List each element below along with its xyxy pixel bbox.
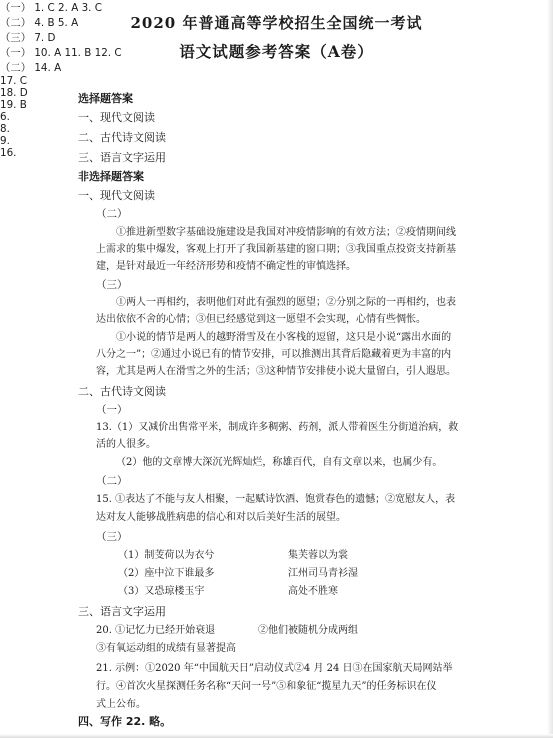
choice-q1-answers-c: （三） 7. D <box>0 32 56 44</box>
section2-part3-label: （三） <box>96 531 128 543</box>
answer-9-number: 9. <box>0 135 10 147</box>
choice-q3-answer-17: 17. C <box>0 75 27 87</box>
section1-part3-label: （三） <box>96 279 128 291</box>
answer-key-title: 语文试题参考答案（A卷） <box>179 42 374 61</box>
section2-label: 二、古代诗文阅读 <box>78 385 166 398</box>
choice-q3-label: 三、语言文字运用 <box>78 151 166 164</box>
answer-8-line1: ①两人一再相约，表明他们对此有强烈的愿望；②分别之际的一再相约，也表 <box>116 297 456 308</box>
section1-label: 一、现代文阅读 <box>78 189 155 202</box>
answer-20-line2: ③有氧运动组的成绩有显著提高 <box>96 643 236 654</box>
choice-heading: 选择题答案 <box>78 92 133 105</box>
section2-part2-label: （二） <box>96 475 128 487</box>
answer-21-line1: 21. 示例：①2020 年“中国航天日”启动仪式②4 月 24 日③在国家航天局网站举 <box>96 663 453 674</box>
answer-16-number: 16. <box>0 147 17 159</box>
answer-13-line2: 活的人很多。 <box>96 439 156 450</box>
answer-16-1-first: （1）制芰荷以为衣兮 <box>118 550 215 561</box>
exam-title: 2020 年普通高等学校招生全国统一考试 <box>130 14 423 32</box>
section3-label: 三、语言文字运用 <box>78 605 166 618</box>
nonchoice-heading: 非选择题答案 <box>78 170 144 183</box>
answer-20-line1-a: 20. ①记忆力已经开始衰退 <box>96 625 216 636</box>
answer-16-1-second: 集芙蓉以为裳 <box>288 550 348 561</box>
answer-6-line1: ①推进新型数字基础设施建设是我国对冲疫情影响的有效方法；②疫情期间线 <box>116 227 456 238</box>
answer-15-line2: 达对友人能够战胜病患的信心和对以后美好生活的展望。 <box>96 512 346 523</box>
answer-21-line3: 式上公布。 <box>96 699 146 710</box>
answer-9-line1: ①小说的情节是两人的越野滑雪及在小客栈的逗留，这只是小说“露出水面的 <box>116 332 452 343</box>
choice-q1-answers-b: （二） 4. B 5. A <box>0 17 79 29</box>
answer-6-line2: 上需求的集中爆发，客观上打开了我国新基建的窗口期；③我国重点投资支持新基 <box>96 244 456 255</box>
choice-q2-answers-a: （一） 10. A 11. B 12. C <box>0 47 122 59</box>
section2-part1-label: （一） <box>96 404 128 416</box>
scan-bottom-edge <box>0 734 553 738</box>
answer-8-line2: 达出依依不舍的心情；③但已经感觉到这一愿望不会实现，心情有些惆怅。 <box>96 314 426 325</box>
section4-writing: 四、写作 22. 略。 <box>78 715 172 728</box>
answer-13-line3: （2）他的文章博大深沉光辉灿烂，称雄百代，自有文章以来，也属少有。 <box>116 457 443 468</box>
answer-15-line1: 15. ①表达了不能与友人相聚，一起赋诗饮酒、饱赏春色的遗憾；②宽慰友人，表 <box>96 494 456 505</box>
choice-q1-label: 一、现代文阅读 <box>78 111 155 124</box>
answer-13-line1: 13.（1）又减价出售常平米，制成许多稠粥、药剂，派人带着医生分街道治病，救 <box>96 422 459 433</box>
answer-20-line1-b: ②他们被随机分成两组 <box>258 625 358 636</box>
answer-16-3-second: 高处不胜寒 <box>288 586 338 597</box>
answer-9-line2: 八分之一”；②通过小说已有的情节安排，可以推测出其背后隐藏着更为丰富的内 <box>96 349 452 360</box>
choice-q3-answer-18: 18. D <box>0 87 28 99</box>
choice-q2-label: 二、古代诗文阅读 <box>78 131 166 144</box>
answer-21-line2: 行。④首次火星探测任务名称“天问一号”⑤和象征“揽星九天”的任务标识在仪 <box>96 681 437 692</box>
answer-8-number: 8. <box>0 123 10 135</box>
answer-6-number: 6. <box>0 111 10 123</box>
choice-q2-answers-b: （二） 14. A <box>0 62 62 74</box>
answer-6-line3: 建，是针对最近一年经济形势和疫情不确定性的审慎选择。 <box>96 261 356 272</box>
choice-q3-answer-19: 19. B <box>0 99 27 111</box>
scan-edge-shadow <box>547 0 553 738</box>
answer-16-2-second: 江州司马青衫湿 <box>288 568 358 579</box>
answer-16-2-first: （2）座中泣下谁最多 <box>118 568 215 579</box>
answer-9-line3: 容，尤其是两人在滑雪之外的生活；③这种情节安排使小说大量留白，引人遐思。 <box>96 366 456 377</box>
answer-16-3-first: （3）又恐琼楼玉宇 <box>118 586 205 597</box>
choice-q1-answers-a: （一） 1. C 2. A 3. C <box>0 2 102 14</box>
section1-part2-label: （二） <box>96 208 128 220</box>
